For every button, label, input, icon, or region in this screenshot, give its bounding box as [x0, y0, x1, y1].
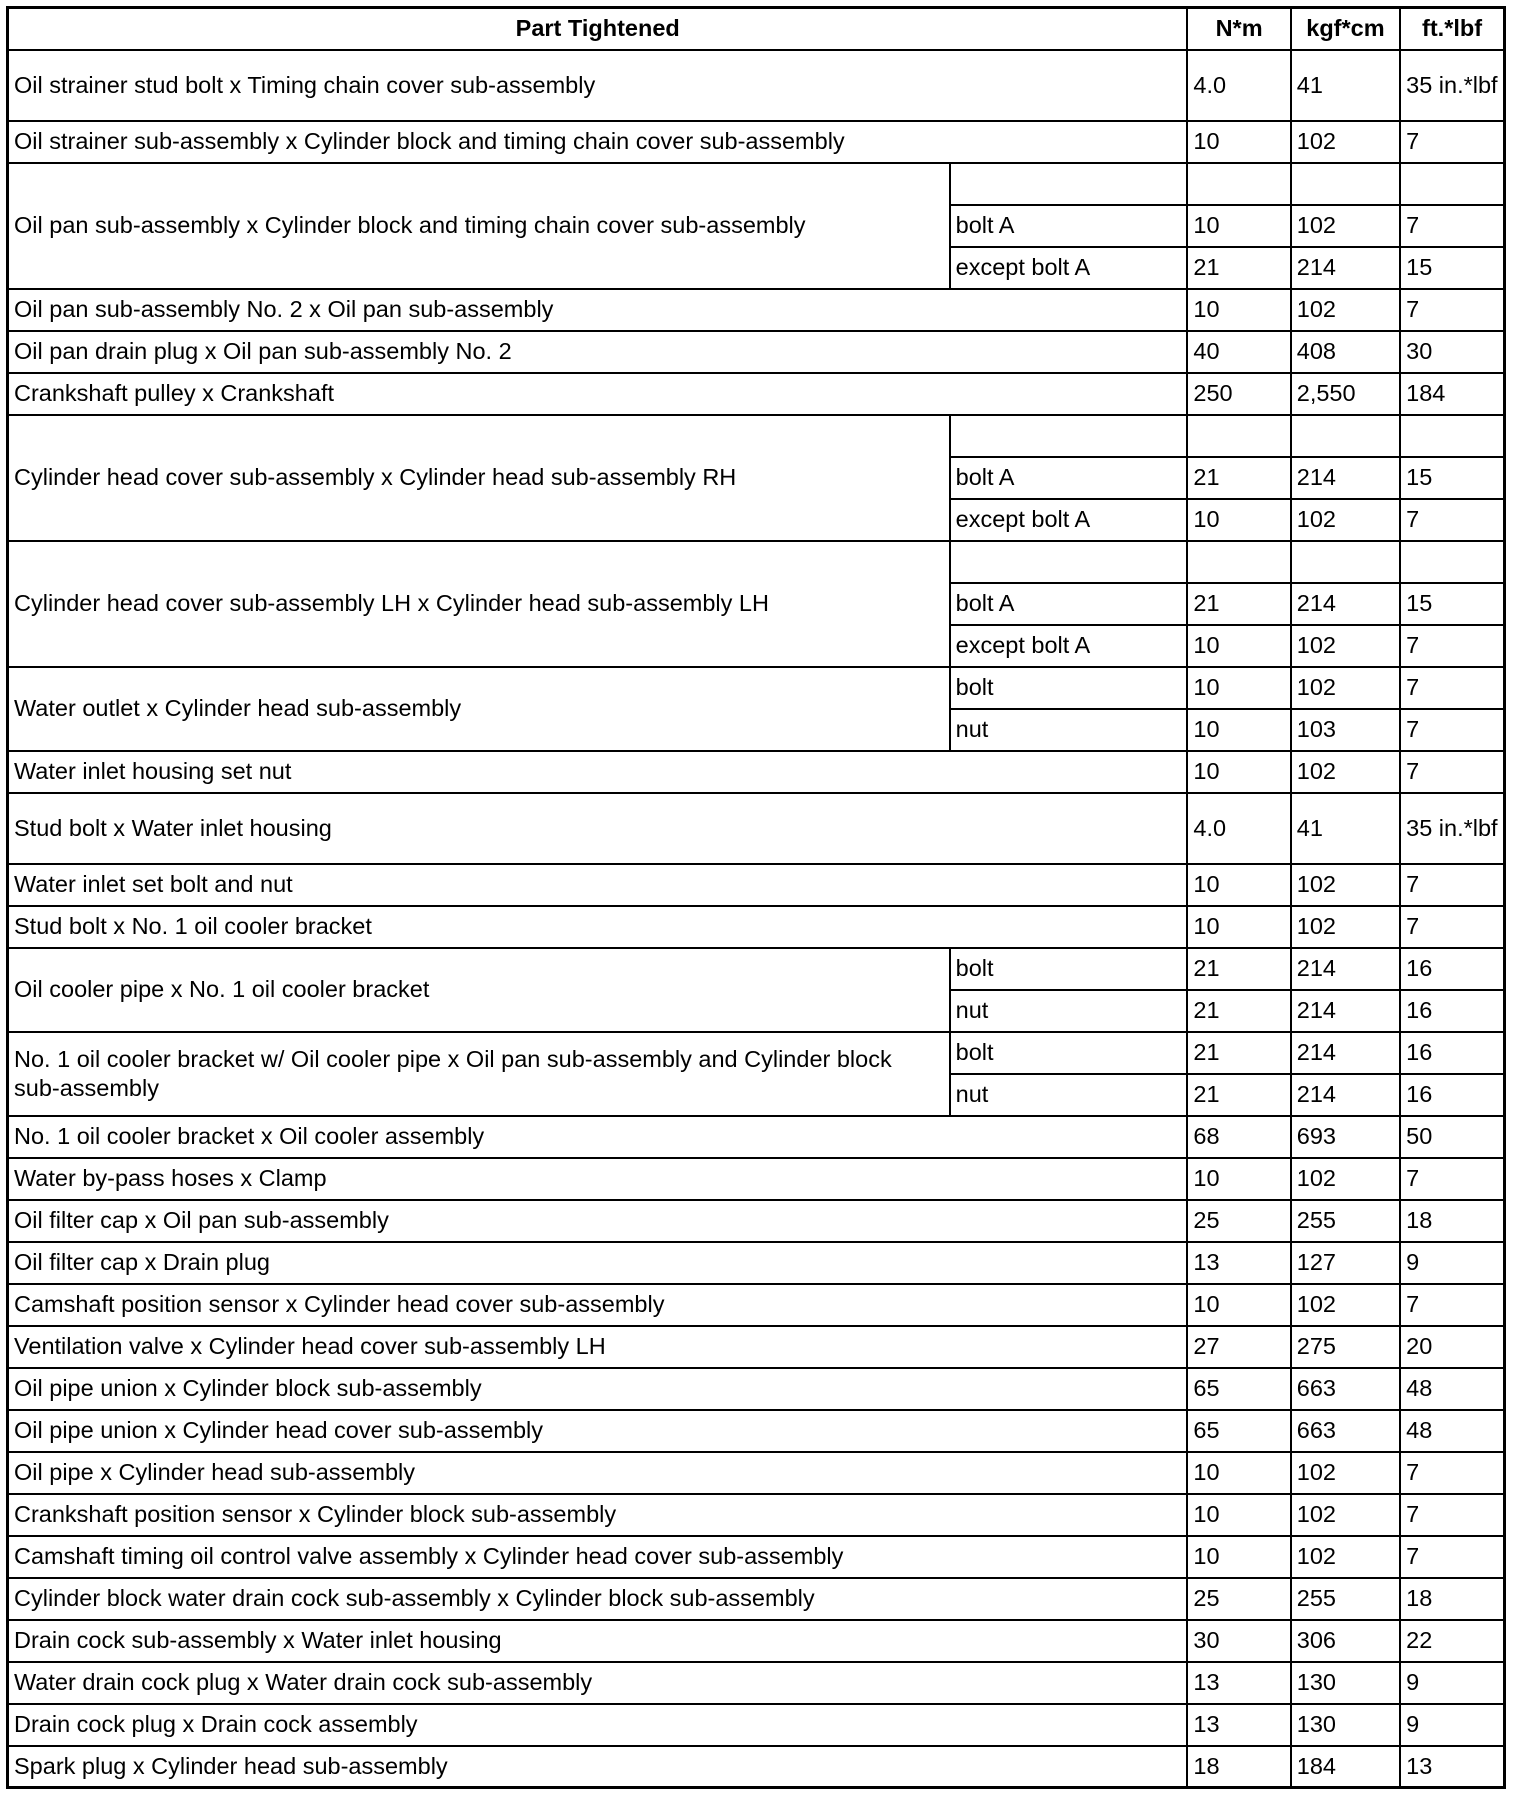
torque-ft-lbf-cell: 18: [1400, 1578, 1504, 1620]
table-row: [8, 1494, 1505, 1536]
table-row: [8, 415, 1505, 457]
torque-kgf-cm-cell: 130: [1291, 1704, 1400, 1746]
table-row: [8, 289, 1505, 331]
fastener-type-cell: [950, 415, 1188, 457]
torque-nm-cell: [1187, 541, 1290, 583]
torque-ft-lbf-cell: 20: [1400, 1326, 1504, 1368]
torque-ft-lbf-cell: 15: [1400, 247, 1504, 289]
torque-kgf-cm-cell: 408: [1291, 331, 1400, 373]
torque-ft-lbf-cell: 7: [1400, 499, 1504, 541]
torque-kgf-cm-cell: 214: [1291, 1032, 1400, 1074]
torque-nm-cell: 21: [1187, 247, 1290, 289]
torque-nm-cell: 21: [1187, 457, 1290, 499]
header-kgf-cm: kgf*cm: [1291, 8, 1400, 50]
torque-ft-lbf-cell: 13: [1400, 1746, 1504, 1788]
torque-kgf-cm-cell: [1291, 163, 1400, 205]
torque-ft-lbf-cell: 15: [1400, 583, 1504, 625]
torque-kgf-cm-cell: 102: [1291, 121, 1400, 163]
torque-nm-cell: 10: [1187, 1494, 1290, 1536]
part-name-cell: Stud bolt x No. 1 oil cooler bracket: [8, 906, 1188, 948]
part-name-cell: Water inlet housing set nut: [8, 751, 1188, 793]
torque-ft-lbf-cell: 48: [1400, 1368, 1504, 1410]
part-name-cell: Oil filter cap x Oil pan sub-assembly: [8, 1200, 1188, 1242]
table-row: [8, 541, 1505, 583]
torque-nm-cell: 250: [1187, 373, 1290, 415]
torque-ft-lbf-cell: 9: [1400, 1704, 1504, 1746]
table-row: [8, 864, 1505, 906]
torque-nm-cell: 25: [1187, 1200, 1290, 1242]
part-name-cell: Oil pipe union x Cylinder block sub-assembly: [8, 1368, 1188, 1410]
torque-ft-lbf-cell: 7: [1400, 751, 1504, 793]
table-row: [8, 1284, 1505, 1326]
torque-kgf-cm-cell: 214: [1291, 583, 1400, 625]
part-name-cell: Water by-pass hoses x Clamp: [8, 1158, 1188, 1200]
part-name-cell: Crankshaft pulley x Crankshaft: [8, 373, 1188, 415]
torque-ft-lbf-cell: 7: [1400, 1284, 1504, 1326]
torque-kgf-cm-cell: 102: [1291, 751, 1400, 793]
header-ft-lbf: ft.*lbf: [1400, 8, 1504, 50]
torque-ft-lbf-cell: 7: [1400, 1536, 1504, 1578]
torque-specification-table: [6, 6, 1506, 1789]
torque-ft-lbf-cell: 7: [1400, 667, 1504, 709]
table-row: [8, 1620, 1505, 1662]
torque-ft-lbf-cell: 7: [1400, 906, 1504, 948]
torque-kgf-cm-cell: 102: [1291, 1494, 1400, 1536]
table-row: [8, 1452, 1505, 1494]
torque-nm-cell: 10: [1187, 1158, 1290, 1200]
table-row: [8, 948, 1505, 990]
table-row: [8, 1746, 1505, 1788]
torque-nm-cell: 65: [1187, 1368, 1290, 1410]
torque-kgf-cm-cell: 130: [1291, 1662, 1400, 1704]
torque-nm-cell: 10: [1187, 1536, 1290, 1578]
torque-nm-cell: 10: [1187, 751, 1290, 793]
torque-nm-cell: [1187, 163, 1290, 205]
table-row: [8, 793, 1505, 864]
torque-ft-lbf-cell: [1400, 415, 1504, 457]
torque-kgf-cm-cell: 214: [1291, 247, 1400, 289]
table-row: [8, 1158, 1505, 1200]
fastener-type-cell: except bolt A: [950, 499, 1188, 541]
torque-ft-lbf-cell: 7: [1400, 1452, 1504, 1494]
table-row: [8, 1578, 1505, 1620]
torque-kgf-cm-cell: 127: [1291, 1242, 1400, 1284]
part-name-cell: Oil cooler pipe x No. 1 oil cooler bracket: [8, 948, 950, 1032]
header-row: [8, 8, 1505, 50]
table-row: [8, 906, 1505, 948]
torque-kgf-cm-cell: 2,550: [1291, 373, 1400, 415]
torque-ft-lbf-cell: 22: [1400, 1620, 1504, 1662]
fastener-type-cell: except bolt A: [950, 247, 1188, 289]
torque-ft-lbf-cell: 16: [1400, 1074, 1504, 1116]
torque-nm-cell: 21: [1187, 1074, 1290, 1116]
torque-ft-lbf-cell: 7: [1400, 121, 1504, 163]
torque-ft-lbf-cell: 16: [1400, 948, 1504, 990]
torque-nm-cell: 10: [1187, 1284, 1290, 1326]
torque-ft-lbf-cell: 35 in.*lbf: [1400, 50, 1504, 121]
table-row: [8, 121, 1505, 163]
part-name-cell: Drain cock plug x Drain cock assembly: [8, 1704, 1188, 1746]
table-row: [8, 1704, 1505, 1746]
torque-ft-lbf-cell: 7: [1400, 709, 1504, 751]
torque-kgf-cm-cell: 41: [1291, 793, 1400, 864]
torque-ft-lbf-cell: 15: [1400, 457, 1504, 499]
torque-nm-cell: 10: [1187, 906, 1290, 948]
torque-kgf-cm-cell: 103: [1291, 709, 1400, 751]
torque-ft-lbf-cell: 7: [1400, 864, 1504, 906]
table-row: [8, 163, 1505, 205]
table-row: [8, 1116, 1505, 1158]
part-name-cell: No. 1 oil cooler bracket w/ Oil cooler pipe x Oil pan sub-assembly and Cylinder block sub-assembly: [8, 1032, 950, 1116]
torque-kgf-cm-cell: 102: [1291, 1284, 1400, 1326]
part-name-cell: Oil pipe x Cylinder head sub-assembly: [8, 1452, 1188, 1494]
torque-kgf-cm-cell: 255: [1291, 1200, 1400, 1242]
torque-kgf-cm-cell: 214: [1291, 1074, 1400, 1116]
table-row: [8, 1326, 1505, 1368]
torque-nm-cell: 21: [1187, 1032, 1290, 1074]
torque-kgf-cm-cell: 663: [1291, 1368, 1400, 1410]
fastener-type-cell: [950, 163, 1188, 205]
torque-ft-lbf-cell: 9: [1400, 1242, 1504, 1284]
torque-nm-cell: 30: [1187, 1620, 1290, 1662]
fastener-type-cell: except bolt A: [950, 625, 1188, 667]
torque-kgf-cm-cell: 102: [1291, 906, 1400, 948]
part-name-cell: Oil filter cap x Drain plug: [8, 1242, 1188, 1284]
table-row: [8, 1536, 1505, 1578]
torque-ft-lbf-cell: 7: [1400, 625, 1504, 667]
torque-nm-cell: 18: [1187, 1746, 1290, 1788]
torque-kgf-cm-cell: 306: [1291, 1620, 1400, 1662]
torque-nm-cell: 65: [1187, 1410, 1290, 1452]
table-row: [8, 1368, 1505, 1410]
fastener-type-cell: bolt: [950, 1032, 1188, 1074]
torque-ft-lbf-cell: 16: [1400, 990, 1504, 1032]
torque-kgf-cm-cell: 184: [1291, 1746, 1400, 1788]
fastener-type-cell: bolt: [950, 948, 1188, 990]
fastener-type-cell: bolt: [950, 667, 1188, 709]
torque-ft-lbf-cell: [1400, 163, 1504, 205]
torque-nm-cell: 10: [1187, 667, 1290, 709]
torque-nm-cell: 13: [1187, 1242, 1290, 1284]
part-name-cell: Oil pan sub-assembly No. 2 x Oil pan sub-assembly: [8, 289, 1188, 331]
torque-nm-cell: 13: [1187, 1704, 1290, 1746]
part-name-cell: Crankshaft position sensor x Cylinder block sub-assembly: [8, 1494, 1188, 1536]
part-name-cell: Water inlet set bolt and nut: [8, 864, 1188, 906]
torque-nm-cell: 10: [1187, 709, 1290, 751]
torque-nm-cell: 21: [1187, 990, 1290, 1032]
part-name-cell: Drain cock sub-assembly x Water inlet housing: [8, 1620, 1188, 1662]
part-name-cell: Cylinder head cover sub-assembly x Cylinder head sub-assembly RH: [8, 415, 950, 541]
torque-ft-lbf-cell: 7: [1400, 289, 1504, 331]
torque-kgf-cm-cell: 102: [1291, 667, 1400, 709]
torque-nm-cell: 4.0: [1187, 793, 1290, 864]
part-name-cell: Oil strainer stud bolt x Timing chain cover sub-assembly: [8, 50, 1188, 121]
part-name-cell: Cylinder head cover sub-assembly LH x Cylinder head sub-assembly LH: [8, 541, 950, 667]
fastener-type-cell: bolt A: [950, 205, 1188, 247]
table-row: [8, 331, 1505, 373]
torque-kgf-cm-cell: 102: [1291, 499, 1400, 541]
part-name-cell: Stud bolt x Water inlet housing: [8, 793, 1188, 864]
torque-kgf-cm-cell: 693: [1291, 1116, 1400, 1158]
torque-nm-cell: 10: [1187, 625, 1290, 667]
torque-ft-lbf-cell: 7: [1400, 1158, 1504, 1200]
torque-kgf-cm-cell: 102: [1291, 1158, 1400, 1200]
torque-kgf-cm-cell: [1291, 541, 1400, 583]
part-name-cell: Ventilation valve x Cylinder head cover sub-assembly LH: [8, 1326, 1188, 1368]
torque-nm-cell: 40: [1187, 331, 1290, 373]
table-row: [8, 1662, 1505, 1704]
torque-kgf-cm-cell: 102: [1291, 289, 1400, 331]
torque-nm-cell: 10: [1187, 864, 1290, 906]
torque-kgf-cm-cell: 275: [1291, 1326, 1400, 1368]
torque-nm-cell: 10: [1187, 1452, 1290, 1494]
part-name-cell: Camshaft timing oil control valve assembly x Cylinder head cover sub-assembly: [8, 1536, 1188, 1578]
torque-kgf-cm-cell: 214: [1291, 990, 1400, 1032]
torque-kgf-cm-cell: 214: [1291, 457, 1400, 499]
table-row: [8, 751, 1505, 793]
torque-ft-lbf-cell: 9: [1400, 1662, 1504, 1704]
torque-kgf-cm-cell: 102: [1291, 625, 1400, 667]
table-row: [8, 373, 1505, 415]
torque-ft-lbf-cell: 30: [1400, 331, 1504, 373]
table-row: [8, 667, 1505, 709]
part-name-cell: Spark plug x Cylinder head sub-assembly: [8, 1746, 1188, 1788]
header-part-tightened: Part Tightened: [8, 8, 1188, 50]
torque-kgf-cm-cell: 102: [1291, 205, 1400, 247]
torque-kgf-cm-cell: 255: [1291, 1578, 1400, 1620]
torque-ft-lbf-cell: 184: [1400, 373, 1504, 415]
torque-nm-cell: 10: [1187, 205, 1290, 247]
torque-ft-lbf-cell: [1400, 541, 1504, 583]
part-name-cell: Oil pipe union x Cylinder head cover sub-assembly: [8, 1410, 1188, 1452]
fastener-type-cell: bolt A: [950, 583, 1188, 625]
torque-nm-cell: [1187, 415, 1290, 457]
torque-kgf-cm-cell: 41: [1291, 50, 1400, 121]
torque-ft-lbf-cell: 48: [1400, 1410, 1504, 1452]
torque-ft-lbf-cell: 18: [1400, 1200, 1504, 1242]
part-name-cell: Water drain cock plug x Water drain cock sub-assembly: [8, 1662, 1188, 1704]
part-name-cell: Oil pan sub-assembly x Cylinder block and timing chain cover sub-assembly: [8, 163, 950, 289]
header-nm: N*m: [1187, 8, 1290, 50]
torque-nm-cell: 10: [1187, 121, 1290, 163]
table-row: [8, 1032, 1505, 1074]
fastener-type-cell: nut: [950, 709, 1188, 751]
torque-ft-lbf-cell: 35 in.*lbf: [1400, 793, 1504, 864]
torque-nm-cell: 21: [1187, 948, 1290, 990]
torque-ft-lbf-cell: 7: [1400, 205, 1504, 247]
table-row: [8, 1200, 1505, 1242]
part-name-cell: Oil pan drain plug x Oil pan sub-assembly No. 2: [8, 331, 1188, 373]
torque-nm-cell: 25: [1187, 1578, 1290, 1620]
torque-ft-lbf-cell: 50: [1400, 1116, 1504, 1158]
torque-kgf-cm-cell: 214: [1291, 948, 1400, 990]
torque-nm-cell: 13: [1187, 1662, 1290, 1704]
fastener-type-cell: [950, 541, 1188, 583]
part-name-cell: Camshaft position sensor x Cylinder head cover sub-assembly: [8, 1284, 1188, 1326]
fastener-type-cell: nut: [950, 1074, 1188, 1116]
torque-nm-cell: 4.0: [1187, 50, 1290, 121]
torque-kgf-cm-cell: 102: [1291, 1452, 1400, 1494]
torque-nm-cell: 10: [1187, 499, 1290, 541]
table-row: [8, 1242, 1505, 1284]
torque-nm-cell: 21: [1187, 583, 1290, 625]
table-row: [8, 50, 1505, 121]
part-name-cell: Water outlet x Cylinder head sub-assembly: [8, 667, 950, 751]
part-name-cell: Cylinder block water drain cock sub-assembly x Cylinder block sub-assembly: [8, 1578, 1188, 1620]
torque-kgf-cm-cell: 102: [1291, 864, 1400, 906]
torque-kgf-cm-cell: [1291, 415, 1400, 457]
torque-nm-cell: 68: [1187, 1116, 1290, 1158]
torque-ft-lbf-cell: 7: [1400, 1494, 1504, 1536]
torque-nm-cell: 10: [1187, 289, 1290, 331]
torque-nm-cell: 27: [1187, 1326, 1290, 1368]
fastener-type-cell: nut: [950, 990, 1188, 1032]
torque-kgf-cm-cell: 663: [1291, 1410, 1400, 1452]
table-row: [8, 1410, 1505, 1452]
torque-kgf-cm-cell: 102: [1291, 1536, 1400, 1578]
part-name-cell: No. 1 oil cooler bracket x Oil cooler assembly: [8, 1116, 1188, 1158]
fastener-type-cell: bolt A: [950, 457, 1188, 499]
torque-ft-lbf-cell: 16: [1400, 1032, 1504, 1074]
part-name-cell: Oil strainer sub-assembly x Cylinder block and timing chain cover sub-assembly: [8, 121, 1188, 163]
